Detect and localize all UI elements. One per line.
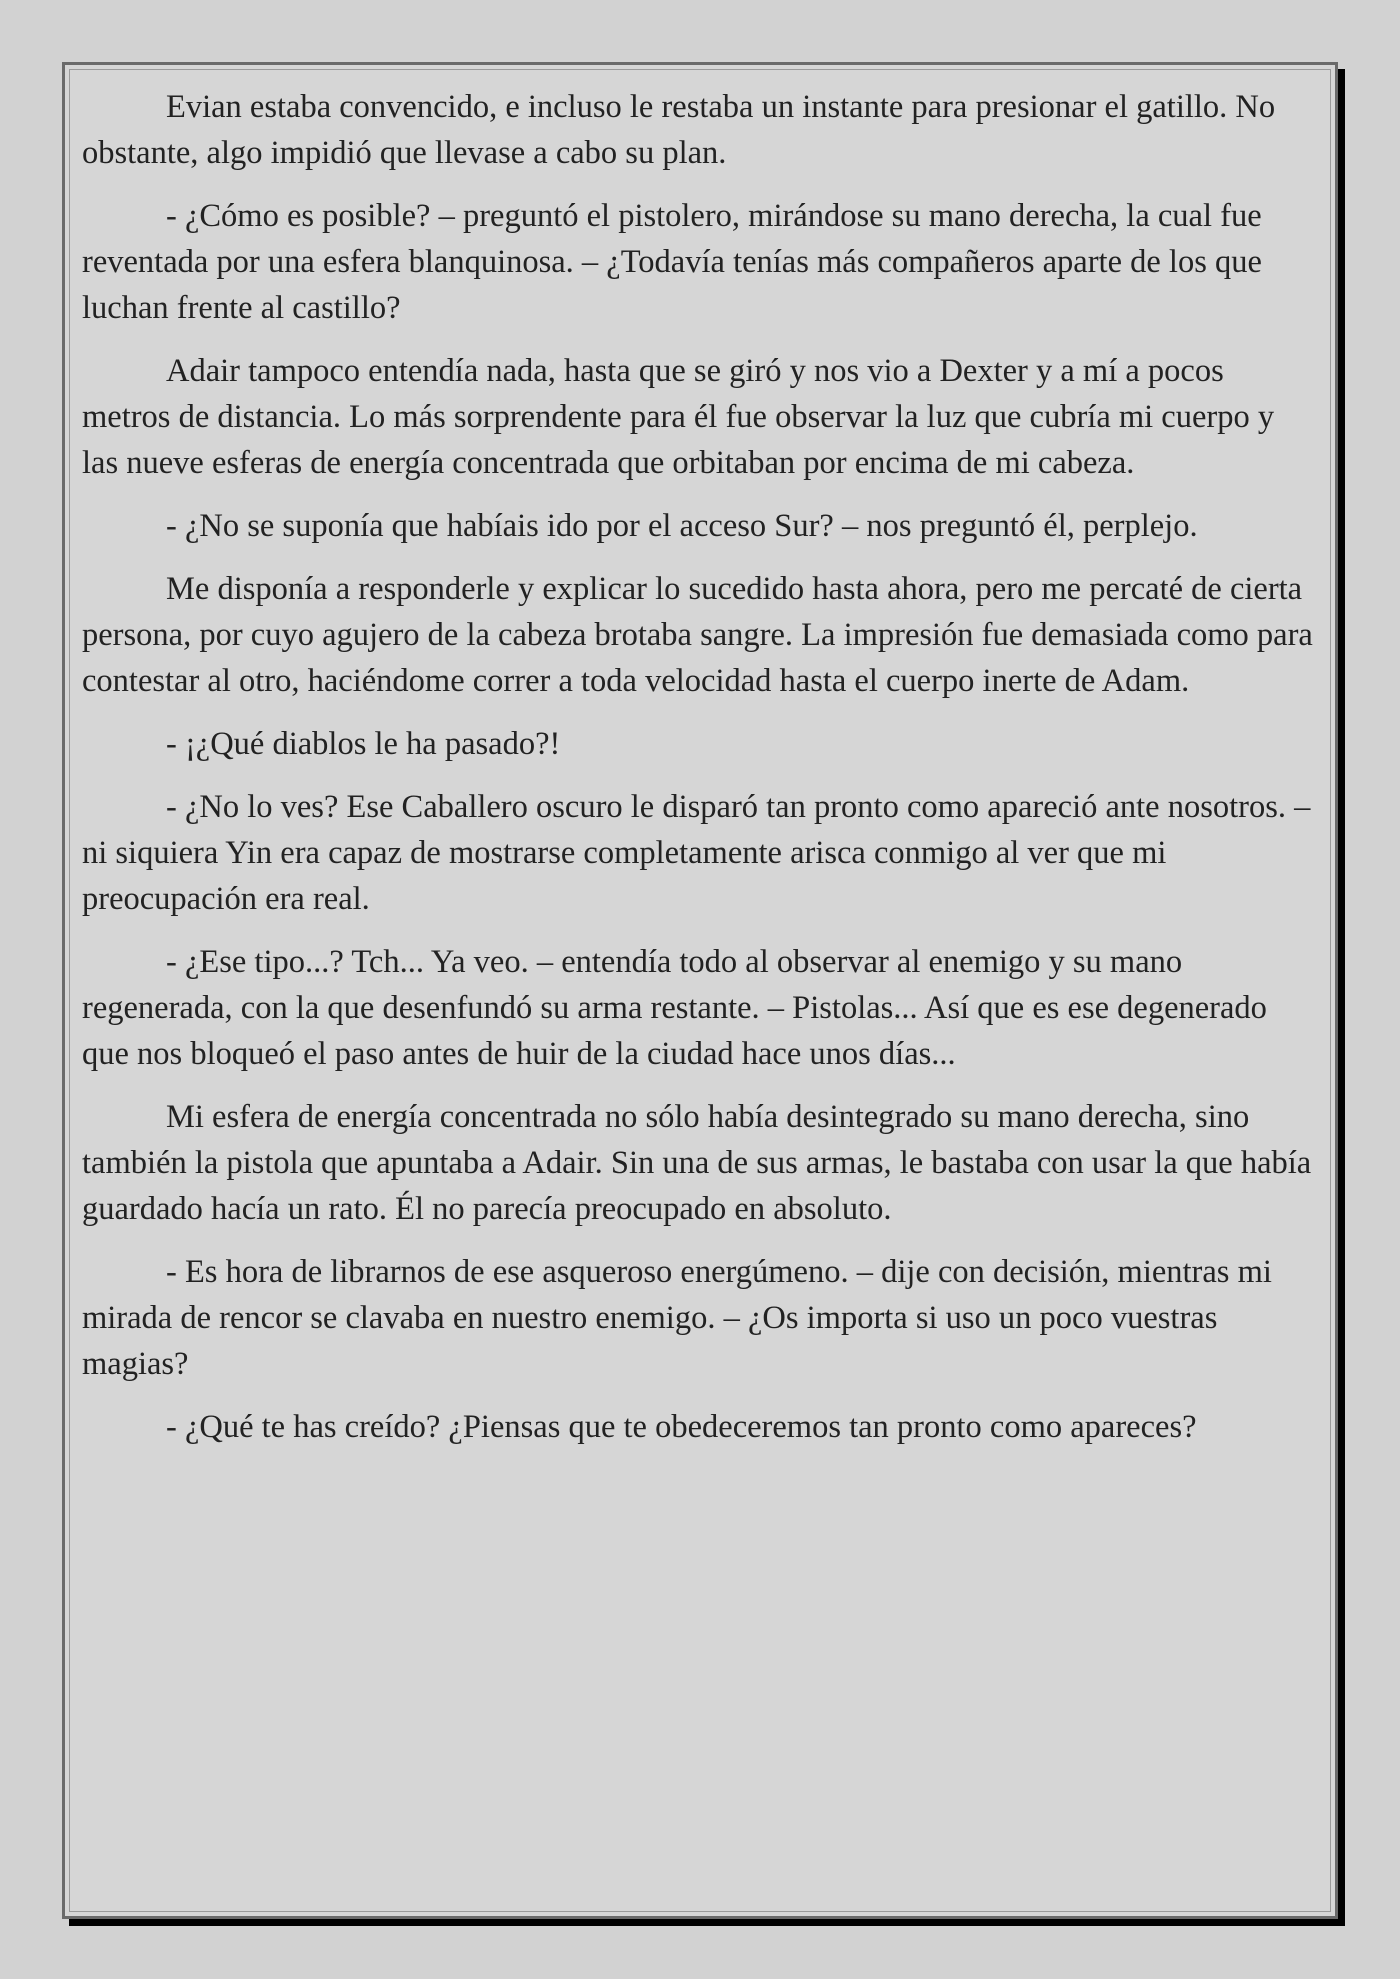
- paragraph-9: Mi esfera de energía concentrada no sólo había desintegrado su mano derecha, sino también la pistola que apuntaba a Adair. Sin una de sus armas, le bastaba con usar la que había guardado hacía un rato. Él no parecía preocupado en absoluto.: [82, 1099, 1312, 1227]
- paragraph-1: Evian estaba convencido, e incluso le restaba un instante para presionar el gatillo. No obstante, algo impidió que llevase a cabo su plan.: [82, 89, 1276, 171]
- paragraph-2: - ¿Cómo es posible? – preguntó el pistolero, mirándose su mano derecha, la cual fue reventada por una esfera blanquinosa. – ¿Todavía tenías más compañeros aparte de los que luchan frente al castillo?: [82, 198, 1262, 326]
- paragraph-4: - ¿No se suponía que habíais ido por el acceso Sur? – nos preguntó él, perplejo.: [166, 508, 1198, 544]
- paragraph-10: - Es hora de librarnos de ese asqueroso energúmeno. – dije con decisión, mientras mi mirada de rencor se clavaba en nuestro enemigo. – ¿Os importa si uso un poco vuestras magias?: [82, 1254, 1272, 1382]
- paragraph-11: - ¿Qué te has creído? ¿Piensas que te obedeceremos tan pronto como apareces?: [166, 1409, 1197, 1445]
- paragraph-5: Me disponía a responderle y explicar lo sucedido hasta ahora, pero me percaté de cierta persona, por cuyo agujero de la cabeza brotaba sangre. La impresión fue demasiada como para contestar al otro, haciéndome correr a toda velocidad hasta el cuerpo inerte de Adam.: [82, 571, 1313, 699]
- document-body: [82, 84, 1314, 1467]
- paragraph-6: - ¡¿Qué diablos le ha pasado?!: [166, 726, 561, 762]
- paragraph-7: - ¿No lo ves? Ese Caballero oscuro le disparó tan pronto como apareció ante nosotros. – ni siquiera Yin era capaz de mostrarse completamente arisca conmigo al ver que mi preocupación era real.: [82, 789, 1311, 917]
- paragraph-3: Adair tampoco entendía nada, hasta que se giró y nos vio a Dexter y a mí a pocos metros de distancia. Lo más sorprendente para él fue observar la luz que cubría mi cuerpo y las nueve esferas de energía concentrada que orbitaban por encima de mi cabeza.: [82, 353, 1275, 481]
- paragraph-8: - ¿Ese tipo...? Tch... Ya veo. – entendía todo al observar al enemigo y su mano regenerada, con la que desenfundó su arma restante. – Pistolas... Así que es ese degenerado que nos bloqueó el paso antes de huir de la ciudad hace unos días...: [82, 944, 1267, 1072]
